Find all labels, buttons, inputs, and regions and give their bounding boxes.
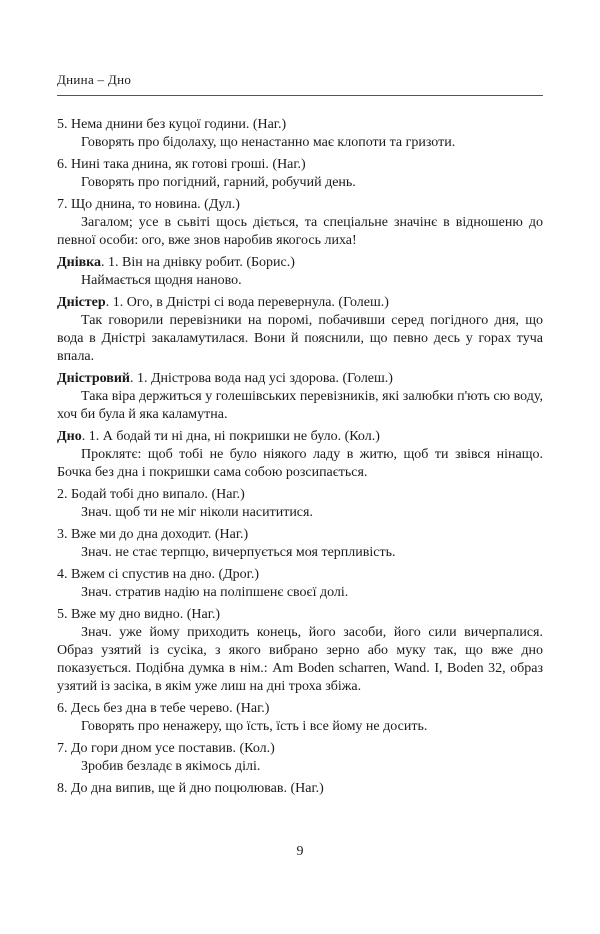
proverb-paragraph: 5. Вже му дно видно. (Наг.) — [57, 607, 221, 622]
gloss-paragraph: Наймається щодня наново. — [81, 273, 242, 288]
dictionary-entry-paragraph: Дно. 1. А бодай ти ні дна, ні покришки не було. (Кол.) — [57, 429, 380, 444]
gloss-paragraph: Знач. уже йому приходить конець, його засоби, його сили вичерпалися. Образ узятий із сусіка, з якого вибрано зерно або муку так, що вже дно показується. Подібна думка в нім.: Am Boden scharren, Wand. I, Boden 32, образ узятий із засіка, в якім уже лиш на дні троха збіжа. — [57, 625, 543, 694]
gloss-paragraph: Говорять про ненажеру, що їсть, їсть і все йому не досить. — [81, 719, 428, 734]
headword: Дністер — [57, 295, 106, 310]
gloss-paragraph: Така віра держиться у голешівських перевізників, які залюбки п'ють сю воду, хоч би була й яка каламутна. — [57, 389, 543, 422]
proverb-paragraph: 3. Вже ми до дна доходит. (Наг.) — [57, 527, 249, 542]
proverb-paragraph: 7. Що днина, то новина. (Дул.) — [57, 197, 240, 212]
headword: Дністровий — [57, 371, 130, 386]
gloss-paragraph: Загалом; усе в сьвіті щось діється, та спеціальне значінє в відношеню до певної особи: ого, вже знов наробив якогось лиха! — [57, 215, 543, 248]
page-body — [57, 116, 543, 798]
headword: Днівка — [57, 255, 102, 270]
proverb-paragraph: 6. Десь без дна в тебе черево. (Наг.) — [57, 701, 270, 716]
gloss-paragraph: Знач. не стає терпцю, вичерпується моя терпливість. — [81, 545, 396, 560]
page-number: 9 — [296, 844, 304, 859]
dictionary-entry-paragraph: Дністровий. 1. Дністрова вода над усі здорова. (Голеш.) — [57, 371, 393, 386]
proverb-paragraph: 5. Нема днини без куцої години. (Наг.) — [57, 117, 287, 132]
headword: Дно — [57, 429, 82, 444]
running-header — [57, 72, 543, 95]
gloss-paragraph: Знач. щоб ти не міг ніколи насититися. — [81, 505, 313, 520]
proverb-paragraph: 8. До дна випив, ще й дно поцюлював. (Наг.) — [57, 781, 324, 796]
proverb-paragraph: 6. Нині така днина, як готові гроші. (Наг.) — [57, 157, 306, 172]
gloss-paragraph: Проклятє: щоб тобі не було ніякого ладу в житю, щоб ти звівся нінащо. Бочка без дна і покришки сама собою розсипається. — [57, 447, 543, 480]
gloss-paragraph: Зробив безладє в якімось ділі. — [81, 759, 261, 774]
gloss-paragraph: Так говорили перевізники на поромі, побачивши серед погідного дня, що вода в Дністрі закаламутилася. Вони й пояснили, що певно десь у горах туча впала. — [57, 313, 543, 364]
running-header-text: Днина – Дно — [57, 72, 132, 87]
dictionary-entry-paragraph: Дністер. 1. Ого, в Дністрі сі вода перевернула. (Голеш.) — [57, 295, 389, 310]
gloss-paragraph: Говорять про бідолаху, що ненастанно має клопоти та гризоти. — [81, 135, 456, 150]
proverb-paragraph: 2. Бодай тобі дно випало. (Наг.) — [57, 487, 245, 502]
gloss-paragraph: Знач. стратив надію на поліпшенє своєї долі. — [81, 585, 349, 600]
proverb-paragraph: 7. До гори дном усе поставив. (Кол.) — [57, 741, 275, 756]
gloss-paragraph: Говорять про погідний, гарний, робучий день. — [81, 175, 356, 190]
dictionary-entry-paragraph: Днівка. 1. Він на днівку робит. (Борис.) — [57, 255, 295, 270]
header-rule — [57, 95, 543, 96]
proverb-paragraph: 4. Вжем сі спустив на дно. (Дрог.) — [57, 567, 260, 582]
